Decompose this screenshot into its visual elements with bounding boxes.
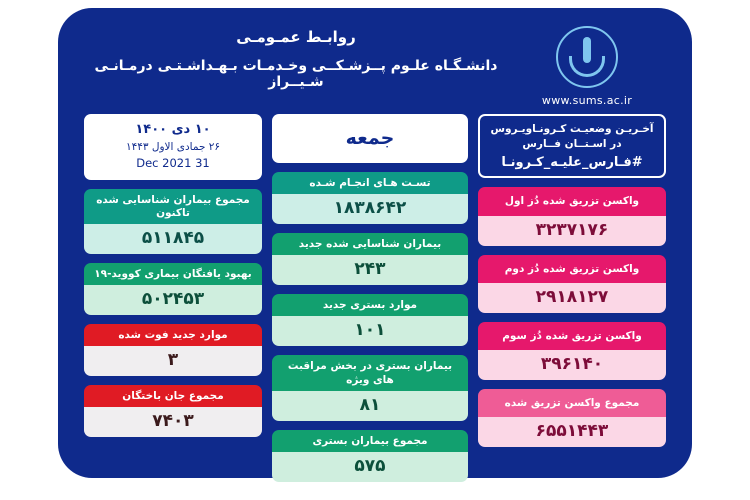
stat-card (478, 255, 666, 313)
header-text-block (86, 28, 506, 90)
stat-card (272, 233, 468, 285)
stat-card (272, 430, 468, 482)
stat-card (84, 189, 262, 254)
stat-label: تسـت هـای انجـام شـده (272, 172, 468, 194)
title-card-line1: آخـریـن وضعیـت کـرونـاویـروس در اسـتــان فــارس (490, 123, 654, 150)
cases-column (272, 114, 468, 482)
stat-value: ۶۵۵۱۴۴۳ (478, 417, 666, 447)
stat-card (272, 294, 468, 346)
website-url: www.sums.ac.ir (541, 94, 633, 107)
stat-card (272, 355, 468, 420)
stat-value: ۵۰۲۴۵۳ (84, 285, 262, 315)
infographic-poster (58, 8, 692, 478)
stat-value: ۳ (84, 346, 262, 376)
stat-value: ۳۹۶۱۴۰ (478, 350, 666, 380)
stat-card (478, 389, 666, 447)
stat-card (84, 324, 262, 376)
stat-value: ۲۹۱۸۱۲۷ (478, 283, 666, 313)
stat-value: ۱۰۱ (272, 316, 468, 346)
stat-label: واکسن تزریق شده دُز سوم (478, 322, 666, 350)
stat-card (84, 263, 262, 315)
stat-value: ۳۲۳۷۱۷۶ (478, 216, 666, 246)
persian-date: ۱۰ دی ۱۴۰۰ (135, 122, 211, 137)
stat-card (478, 322, 666, 380)
title-card (478, 114, 666, 178)
university-name: دانشـگـاه علـوم پــزشـکــی وخـدمـات بـهـداشـتـی درمـانـی شـیــراز (94, 58, 498, 90)
stat-label: بیماران بستری در بخش مراقبت های ویژه (272, 355, 468, 390)
university-logo-block (512, 26, 662, 107)
stat-card (272, 172, 468, 224)
hijri-date: ۲۶ جمادی الاول ۱۴۴۳ (125, 140, 221, 153)
day-card: جمعه (272, 114, 468, 163)
stat-label: واکسن تزریق شده دُز دوم (478, 255, 666, 283)
public-relations-title: روابـط عمـومـی (236, 28, 356, 46)
stat-value: ۲۴۳ (272, 255, 468, 285)
stats-grid (84, 114, 666, 482)
stat-label: بهبود یافتگان بیماری کووید-۱۹ (84, 263, 262, 285)
stat-label: مجموع بیماران بستری (272, 430, 468, 452)
sums-university-logo-icon (556, 26, 618, 88)
stat-label: مجموع واکسن تزریق شده (478, 389, 666, 417)
date-card (84, 114, 262, 180)
vaccine-column (478, 114, 666, 482)
stat-card (478, 187, 666, 245)
stat-value: ۷۴۰۳ (84, 407, 262, 437)
stat-label: مجموع جان باختگان (84, 385, 262, 407)
stat-label: بیماران شناسایی شده جدید (272, 233, 468, 255)
stat-value: ۵۱۱۸۴۵ (84, 224, 262, 254)
stat-label: موارد بستری جدید (272, 294, 468, 316)
gregorian-date: 31 Dec 2021 (136, 156, 210, 171)
stat-value: ۵۷۵ (272, 452, 468, 482)
stat-label: موارد جدید فوت شده (84, 324, 262, 346)
stat-card (84, 385, 262, 437)
stat-label: واکسن تزریق شده دُز اول (478, 187, 666, 215)
title-card-hashtag: #فـارس_علیـه_کـرونـا (501, 155, 643, 171)
totals-column (84, 114, 262, 482)
stat-label: مجموع بیماران شناسایی شده تاکنون (84, 189, 262, 224)
poster-header (76, 22, 674, 106)
stat-value: ۱۸۳۸۶۴۲ (272, 194, 468, 224)
stat-value: ۸۱ (272, 391, 468, 421)
